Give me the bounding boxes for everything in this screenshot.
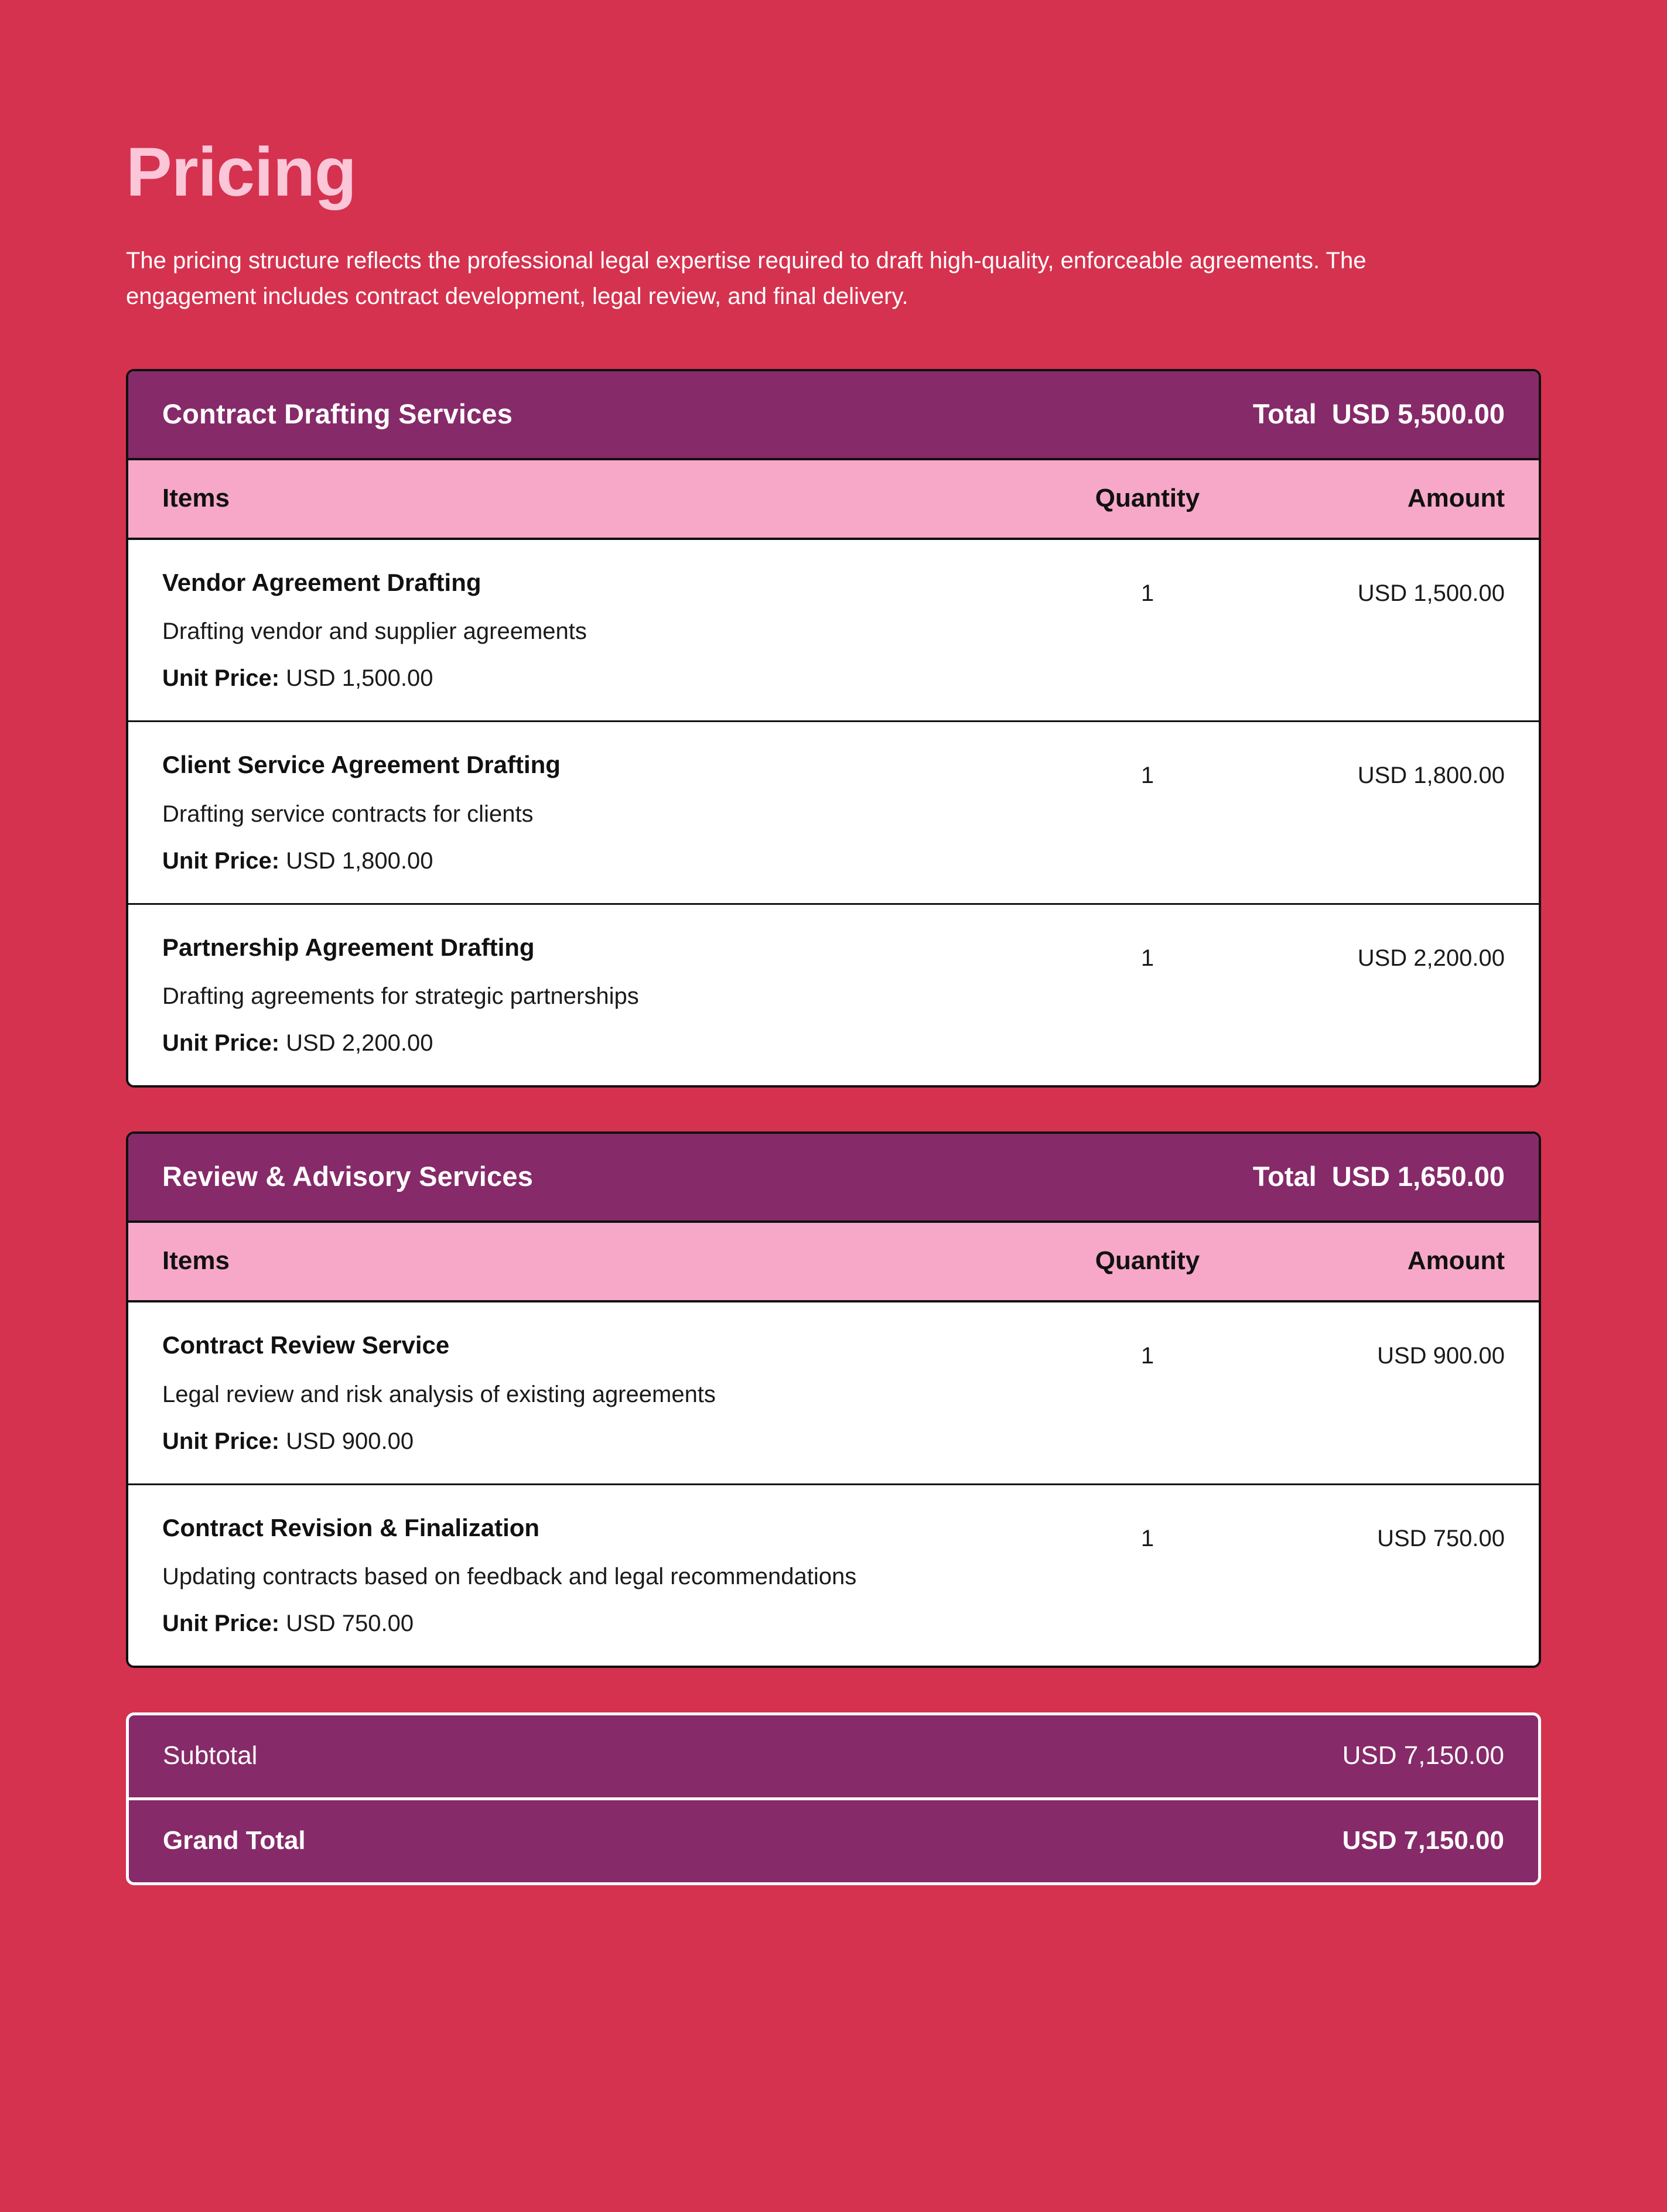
grand-total-value: USD 7,150.00 — [1342, 1826, 1504, 1855]
column-header-items: Items — [162, 483, 230, 512]
unit-price-value: USD 1,500.00 — [286, 665, 433, 692]
item-unit-price — [162, 1425, 1019, 1458]
item-amount: USD 900.00 — [1377, 1343, 1505, 1369]
unit-price-value: USD 750.00 — [286, 1611, 414, 1637]
column-header-quantity: Quantity — [1095, 483, 1200, 512]
item-name: Partnership Agreement Drafting — [162, 933, 535, 961]
item-description: Legal review and risk analysis of existing agreements — [162, 1381, 716, 1407]
item-details — [162, 567, 1036, 695]
item-quantity: 1 — [1140, 1525, 1154, 1551]
item-quantity: 1 — [1140, 580, 1154, 606]
unit-price-label: Unit Price: — [162, 1030, 280, 1057]
item-quantity: 1 — [1140, 1343, 1154, 1369]
subtotal-value: USD 7,150.00 — [1342, 1741, 1504, 1770]
page-title: Pricing — [126, 134, 356, 211]
section-header — [128, 1134, 1539, 1223]
section-title: Contract Drafting Services — [162, 398, 513, 429]
item-amount: USD 750.00 — [1377, 1525, 1505, 1551]
column-header-amount: Amount — [1407, 1246, 1505, 1276]
item-name: Vendor Agreement Drafting — [162, 568, 481, 596]
page-intro-text: The pricing structure reflects the professional legal expertise required to draft high-quality, enforceable agreements. The engagement includes contract development, legal review, and final delivery. — [126, 248, 1367, 309]
item-unit-price — [162, 662, 1019, 695]
subtotal-label: Subtotal — [163, 1741, 258, 1770]
unit-price-label: Unit Price: — [162, 1428, 280, 1454]
section-total: Total USD 1,650.00 — [1252, 1161, 1505, 1192]
pricing-section-card — [126, 1131, 1541, 1668]
item-details — [162, 1330, 1036, 1458]
table-row — [128, 722, 1539, 905]
item-description: Drafting service contracts for clients — [162, 801, 534, 827]
item-quantity: 1 — [1140, 763, 1154, 789]
item-amount: USD 1,500.00 — [1357, 580, 1505, 606]
table-row — [128, 905, 1539, 1086]
column-header-row — [128, 460, 1539, 540]
item-amount: USD 1,800.00 — [1357, 763, 1505, 789]
pricing-section-card — [126, 369, 1541, 1088]
unit-price-value: USD 2,200.00 — [286, 1030, 433, 1057]
item-name: Contract Review Service — [162, 1331, 450, 1359]
column-header-row — [128, 1223, 1539, 1302]
unit-price-value: USD 900.00 — [286, 1428, 414, 1454]
item-details — [162, 750, 1036, 877]
section-header — [128, 371, 1539, 460]
unit-price-value: USD 1,800.00 — [286, 847, 433, 874]
column-header-items: Items — [162, 1246, 230, 1276]
item-name: Client Service Agreement Drafting — [162, 751, 561, 779]
grand-total-label: Grand Total — [163, 1826, 306, 1855]
item-unit-price — [162, 845, 1019, 877]
table-row — [128, 1302, 1539, 1485]
item-description: Updating contracts based on feedback and legal recommendations — [162, 1564, 857, 1590]
column-header-amount: Amount — [1407, 483, 1505, 512]
section-title: Review & Advisory Services — [162, 1161, 534, 1192]
item-description: Drafting vendor and supplier agreements — [162, 618, 587, 645]
item-amount: USD 2,200.00 — [1357, 945, 1505, 971]
grand-total-row — [129, 1800, 1538, 1882]
subtotal-row — [129, 1715, 1538, 1800]
item-description: Drafting agreements for strategic partnerships — [162, 983, 639, 1010]
table-row — [128, 1485, 1539, 1666]
item-unit-price — [162, 1607, 1019, 1640]
column-header-quantity: Quantity — [1095, 1246, 1200, 1276]
section-total: Total USD 5,500.00 — [1252, 398, 1505, 429]
summary-card — [126, 1712, 1541, 1885]
item-details — [162, 1513, 1036, 1640]
item-name: Contract Revision & Finalization — [162, 1513, 540, 1541]
item-quantity: 1 — [1140, 945, 1154, 971]
table-row — [128, 540, 1539, 723]
item-unit-price — [162, 1027, 1019, 1059]
unit-price-label: Unit Price: — [162, 665, 280, 692]
unit-price-label: Unit Price: — [162, 847, 280, 874]
item-details — [162, 932, 1036, 1060]
unit-price-label: Unit Price: — [162, 1611, 280, 1637]
